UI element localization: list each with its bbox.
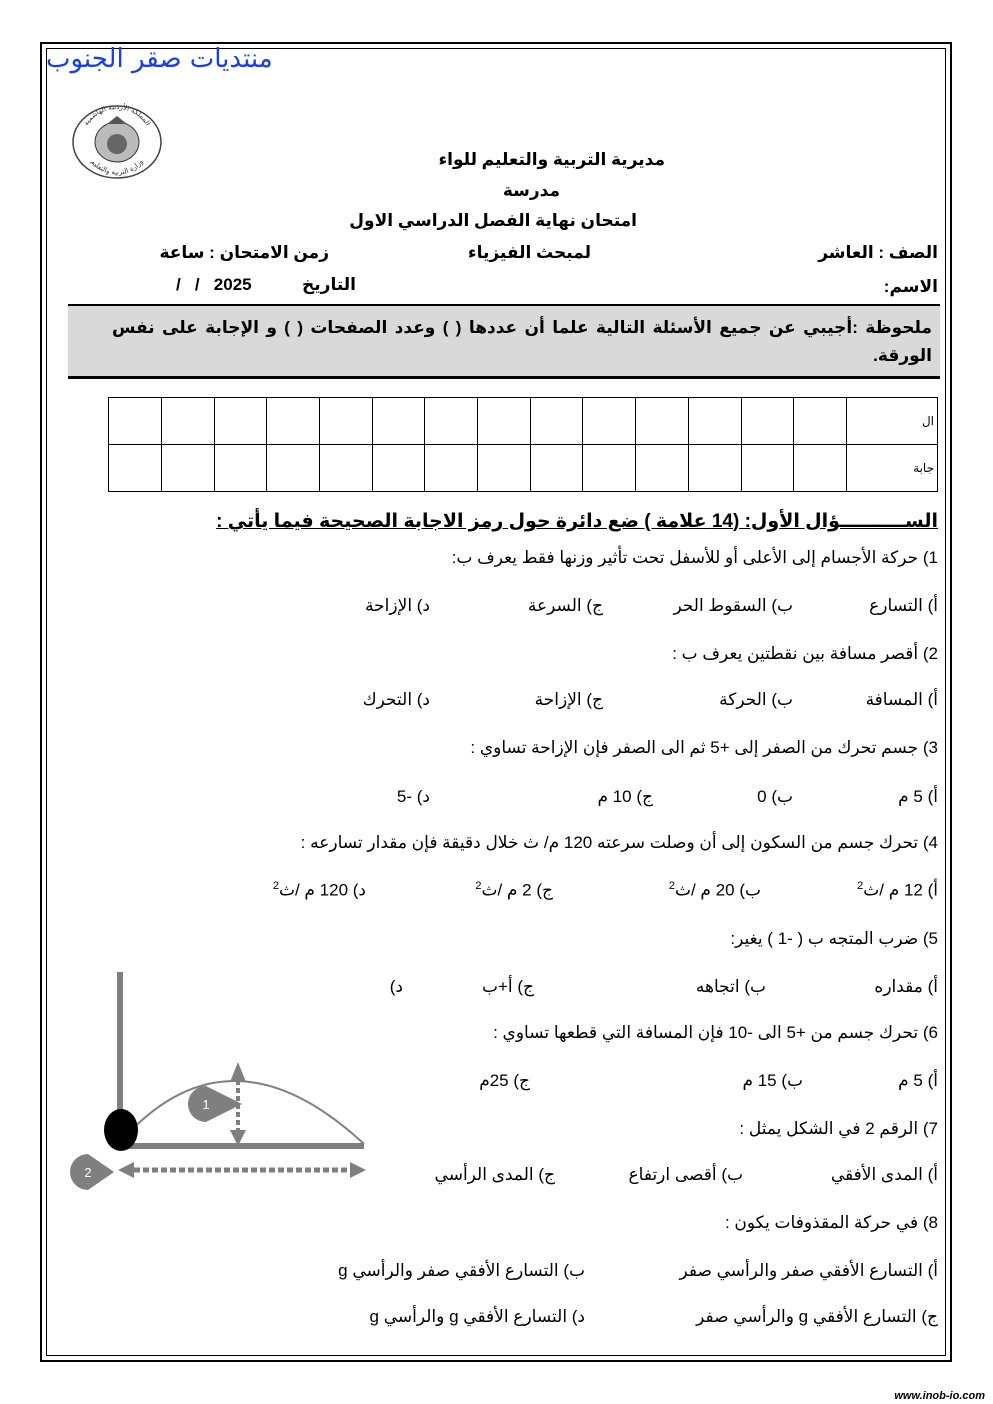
- answer-grid-row-2: [109, 445, 938, 492]
- answer-cell[interactable]: [530, 445, 583, 492]
- question-4-text: 4) تحرك جسم من السكون إلى أن وصلت سرعته 120 م/ ث خلال دقيقة فإن مقدار تسارعه :: [300, 833, 938, 852]
- q4-option-c[interactable]: [475, 880, 553, 901]
- instructions-box: [68, 304, 940, 379]
- answer-cell[interactable]: [794, 398, 847, 445]
- q4-exponent: 2: [668, 880, 675, 892]
- q2-option-c[interactable]: ج) الإزاحة: [534, 690, 603, 709]
- answer-cell[interactable]: [161, 398, 214, 445]
- q1-option-a[interactable]: أ) التسارع: [869, 596, 938, 615]
- answer-cell[interactable]: [636, 445, 689, 492]
- question-3-text: 3) جسم تحرك من الصفر إلى +5 ثم الى الصفر فإن الإزاحة تساوي :: [470, 738, 938, 757]
- figure-label-2: 2: [84, 1165, 92, 1180]
- q6-option-b[interactable]: ب) 15 م: [742, 1071, 803, 1090]
- answer-cell[interactable]: [741, 445, 794, 492]
- answer-cell[interactable]: [530, 398, 583, 445]
- question-6-text: 6) تحرك جسم من +5 الى -10 فإن المسافة التي قطعها تساوي :: [493, 1023, 938, 1042]
- answer-cell[interactable]: [319, 398, 372, 445]
- q8-option-d[interactable]: د) التسارع الأفقي g والرأسي g: [369, 1307, 585, 1326]
- question-8-text: 8) في حركة المقذوفات يكون :: [724, 1213, 938, 1232]
- answer-cell[interactable]: [109, 445, 162, 492]
- duration-label: زمن الامتحان : ساعة: [159, 243, 329, 262]
- answer-cell[interactable]: [425, 398, 478, 445]
- q5-option-c[interactable]: ج) أ+ب: [481, 977, 534, 996]
- exam-title: امتحان نهاية الفصل الدراسي الاول: [349, 211, 637, 230]
- q6-option-a[interactable]: أ) 5 م: [898, 1071, 938, 1090]
- name-label: الاسم:: [883, 277, 938, 296]
- q2-option-a[interactable]: أ) المسافة: [865, 690, 938, 709]
- q4-option-d-text: د) 120 م /ث: [278, 880, 366, 900]
- label-2-marker-icon: [70, 1154, 114, 1190]
- q5-option-a[interactable]: أ) مقداره: [874, 977, 938, 996]
- answer-cell[interactable]: [794, 445, 847, 492]
- q7-option-a[interactable]: أ) المدى الأفقي: [830, 1165, 938, 1184]
- q1-option-b[interactable]: ب) السقوط الحر: [673, 596, 793, 615]
- answer-cell[interactable]: [214, 445, 267, 492]
- q6-option-c[interactable]: ج) 25م: [479, 1071, 530, 1090]
- school-line: مدرسة: [502, 181, 560, 200]
- directorate-line: مديرية التربية والتعليم للواء: [438, 150, 665, 169]
- answer-cell[interactable]: [267, 445, 320, 492]
- q2-option-d[interactable]: د) التحرك: [362, 690, 430, 709]
- answer-cell[interactable]: [161, 445, 214, 492]
- q2-option-b[interactable]: ب) الحركة: [719, 690, 793, 709]
- answer-cell[interactable]: [372, 445, 425, 492]
- q4-exponent: 2: [272, 880, 279, 892]
- question-1-text: 1) حركة الأجسام إلى الأعلى أو للأسفل تحت تأثير وزنها فقط يعرف ب:: [451, 548, 938, 567]
- projectile-figure: [68, 968, 398, 1200]
- q4-option-c-text: ج) 2 م /ث: [481, 880, 553, 900]
- q4-option-b[interactable]: [669, 880, 761, 901]
- q4-option-a-text: أ) 12 م /ث: [863, 880, 938, 900]
- label-1-marker-icon: [188, 1086, 242, 1122]
- footer-url[interactable]: www.inob-io.com: [894, 1390, 985, 1402]
- answer-cell[interactable]: [425, 445, 478, 492]
- question-7-text: 7) الرقم 2 في الشكل يمثل :: [739, 1119, 938, 1138]
- q5-option-b[interactable]: ب) اتجاهه: [695, 977, 766, 996]
- question-2-text: 2) أقصر مسافة بين نقطتين يعرف ب :: [672, 644, 938, 663]
- q3-option-a[interactable]: أ) 5 م: [898, 787, 938, 806]
- q1-option-c[interactable]: ج) السرعة: [527, 596, 603, 615]
- answer-cell[interactable]: [319, 445, 372, 492]
- q5-option-d[interactable]: د): [389, 977, 403, 996]
- answer-grid: [108, 397, 938, 492]
- q1-option-d[interactable]: د) الإزاحة: [365, 596, 430, 615]
- answer-cell[interactable]: [583, 398, 636, 445]
- date-label: التاريخ: [302, 275, 356, 294]
- answer-grid-label-2: جابة: [847, 445, 938, 492]
- answer-cell[interactable]: [688, 445, 741, 492]
- answer-cell[interactable]: [109, 398, 162, 445]
- answer-cell[interactable]: [583, 445, 636, 492]
- figure-label-1: 1: [202, 1097, 210, 1112]
- answer-grid-label-1: ال: [847, 398, 938, 445]
- q7-option-c[interactable]: ج) المدى الرأسي: [434, 1165, 555, 1184]
- q3-option-d[interactable]: د) -5: [396, 787, 430, 806]
- q8-option-a[interactable]: أ) التسارع الأفقي صفر والرأسي صفر: [679, 1261, 938, 1280]
- q7-option-b[interactable]: ب) أقصى ارتفاع: [628, 1165, 743, 1184]
- q4-exponent: 2: [857, 880, 864, 892]
- answer-cell[interactable]: [478, 398, 531, 445]
- instructions-text: ملحوظة :أجيبي عن جميع الأسئلة التالية علما أن عددها ( ) وعدد الصفحات ( ) و الإجابة على نفس الورقة.: [112, 318, 932, 365]
- answer-cell[interactable]: [267, 398, 320, 445]
- answer-grid-row-1: [109, 398, 938, 445]
- answer-cell[interactable]: [478, 445, 531, 492]
- subject-label: لمبحث الفيزياء: [467, 243, 591, 262]
- ministry-seal: [64, 102, 170, 180]
- answer-cell[interactable]: [741, 398, 794, 445]
- answer-cell[interactable]: [372, 398, 425, 445]
- question-1-title: الســــــــــؤال الأول: (14 علامة ) ضع دائرة حول رمز الاجابة الصحيحة فيما يأتي :: [216, 511, 938, 532]
- q8-option-c[interactable]: ج) التسارع الأفقي g والرأسي صفر: [696, 1307, 938, 1326]
- q4-option-a[interactable]: [857, 880, 938, 901]
- q4-option-b-text: ب) 20 م /ث: [674, 880, 761, 900]
- date-value: / / 2025: [176, 275, 252, 294]
- question-5-text: 5) ضرب المتجه ب ( -1 ) يغير:: [730, 929, 938, 948]
- q4-exponent: 2: [475, 880, 482, 892]
- q8-option-b[interactable]: ب) التسارع الأفقي صفر والرأسي g: [338, 1261, 585, 1280]
- answer-cell[interactable]: [636, 398, 689, 445]
- seal-top-text: المملكة الأردنية الهاشمية: [81, 102, 153, 128]
- answer-cell[interactable]: [688, 398, 741, 445]
- q4-option-d[interactable]: [273, 880, 366, 901]
- answer-cell[interactable]: [214, 398, 267, 445]
- grade-label: الصف : العاشر: [818, 243, 938, 262]
- q3-option-c[interactable]: ج) 10 م: [597, 787, 653, 806]
- q3-option-b[interactable]: ب) 0: [757, 787, 793, 806]
- forum-watermark: منتديات صقر الجنوب: [46, 44, 273, 74]
- seal-bottom-text: وزارة التربية والتعليم: [89, 157, 145, 177]
